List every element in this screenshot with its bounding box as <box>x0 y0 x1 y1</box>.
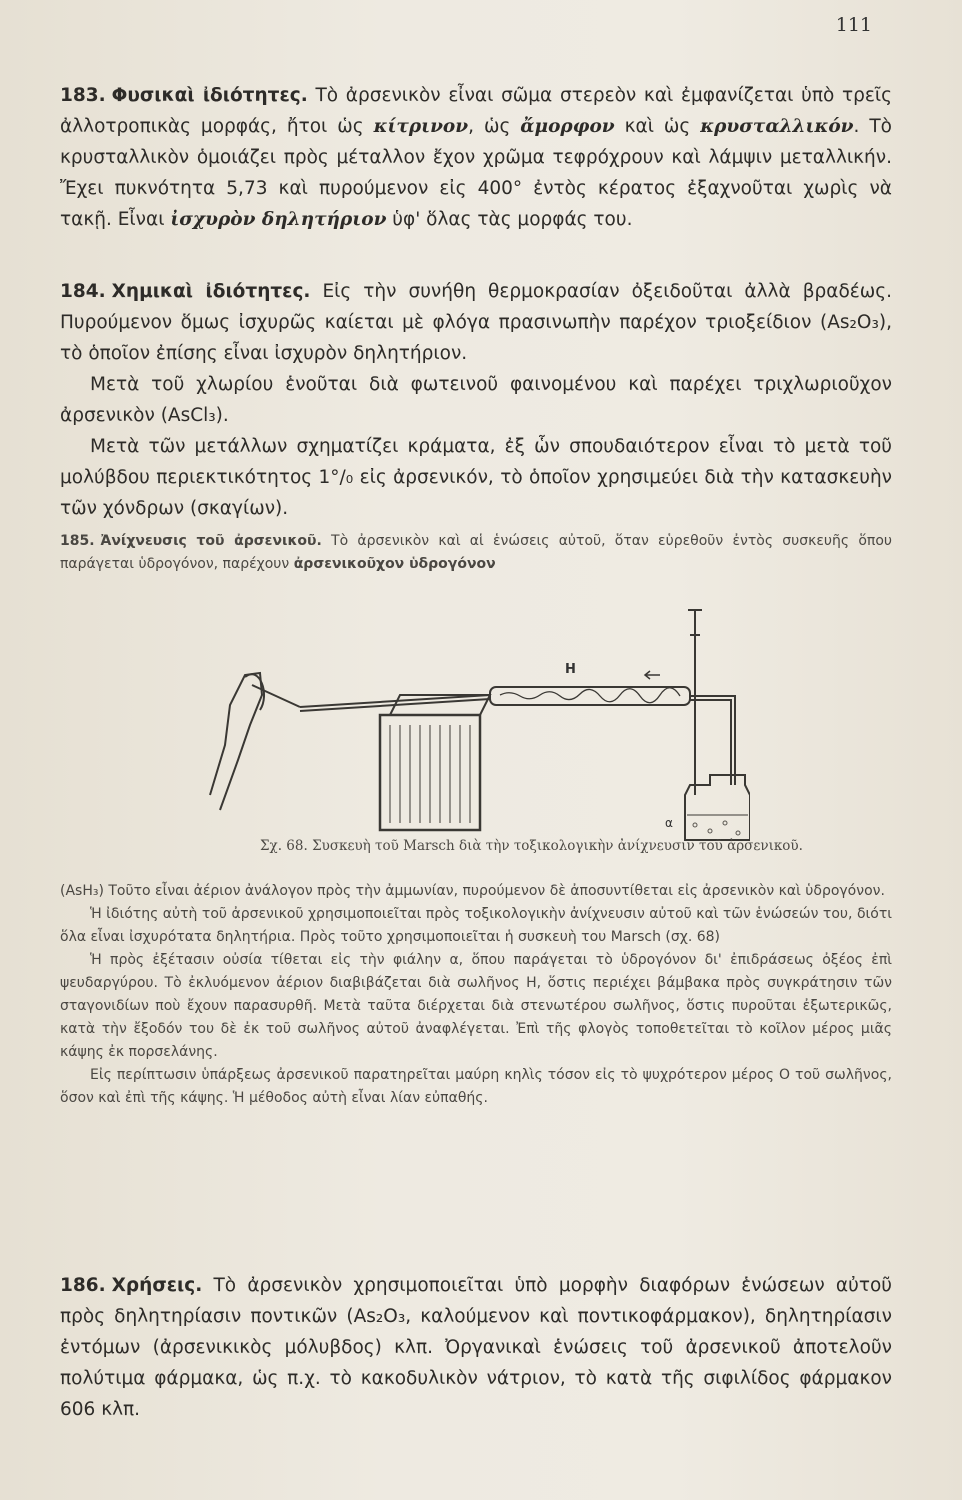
section-185-paragraph-2: Ἡ ἰδιότης αὐτὴ τοῦ ἀρσενικοῦ χρησιμοποιεῖται πρὸς τοξικολογικὴν ἀνίχνευσιν αὐτοῦ καὶ τῶν ἑνώσεών του, διότι ὅλα εἶναι ἰσχυρότατα δηλητήρια. Πρὸς τοῦτο χρησιμοποιεῖται ἡ συσκευὴ του Marsch (σχ. 68) <box>60 906 892 945</box>
section-185-body <box>60 880 892 1110</box>
section-185-paragraph: 185. Ἀνίχνευσις τοῦ ἀρσενικοῦ. Τὸ ἀρσενικὸν καὶ αἱ ἑνώσεις αὐτοῦ, ὅταν εὑρεθοῦν ἐντὸς συσκευῆς ὅπου παράγεται ὑδρογόνον, παρέχουν ἀρσενικοῦχον ὑδρογόνον <box>60 533 893 572</box>
section-185-paragraph-3: Ἡ πρὸς ἐξέτασιν οὐσία τίθεται εἰς τὴν φιάλην α, ὅπου παράγεται τὸ ὑδρογόνον δι' ἐπιδράσεως ὀξέος ἐπὶ ψευδαργύρου. Τὸ ἐκλυόμενον ἀέριον διαβιβάζεται διὰ σωλῆνος Η, ὅστις περιέχει βάμβακα πρὸς συγκράτησιν τῶν σταγονιδίων ποὺ ἔχουν παρασυρθῆ. Μετὰ ταῦτα διέρχεται διὰ στενωτέρου σωλῆνος, ὅστις πυροῦται ἐξωτερικῶς, κατὰ τὴν ἔξοδόν του δὲ ἐκ τοῦ σωλῆνος αὐτοῦ ἀναφλέγεται. Ἐπὶ τῆς φλογὸς τοποθετεῖται τὸ κοῖλον μέρος μιᾶς κάψης ἐκ πορσελάνης. <box>60 952 892 1060</box>
flask-a <box>685 775 750 840</box>
section-184-paragraph-2: Μετὰ τοῦ χλωρίου ἑνοῦται διὰ φωτεινοῦ φαινομένου καὶ παρέχει τριχλωριοῦχον ἀρσενικὸν (AsCl₃). <box>60 374 892 426</box>
emphasis: κρυσταλλικόν <box>700 116 854 137</box>
section-number: 183. <box>60 85 106 106</box>
section-184-paragraph: 184. Χημικαὶ ἰδιότητες. Εἰς τὴν συνήθη θερμοκρασίαν ὀξειδοῦται ἀλλὰ βραδέως. Πυρούμενον ὅμως ἰσχυρῶς καίεται μὲ φλόγα πρασινωπὴν παρέχον τριοξείδιον (As₂O₃), τὸ ὁποῖον ἐπίσης εἶναι ἰσχυρὸν δηλητήριον. <box>60 281 892 364</box>
section-185-paragraph-4: Εἰς περίπτωσιν ὑπάρξεως ἀρσενικοῦ παρατηρεῖται μαύρη κηλὶς τόσον εἰς τὸ ψυχρότερον μέρος Ο τοῦ σωλῆνος, ὅσον καὶ ἐπὶ τῆς κάψης. Ἡ μέθοδος αὐτὴ εἶναι λίαν εὐπαθής. <box>60 1067 892 1106</box>
section-number: 185. <box>60 533 95 549</box>
section-heading: Χημικαὶ ἰδιότητες. <box>111 281 311 302</box>
emphasis: ἀρσενικοῦχον ὑδρογόνον <box>293 556 496 572</box>
marsch-apparatus-figure <box>190 595 750 845</box>
section-186-paragraph: 186. Χρήσεις. Τὸ ἀρσενικὸν χρησιμοποιεῖται ὑπὸ μορφὴν διαφόρων ἑνώσεων αὐτοῦ πρὸς δηλητηρίασιν ποντικῶν (As₂O₃, καλούμενον καὶ ποντικοφάρμακον), δηλητηρίασιν ἐντόμων (ἀρσενικικὸς μόλυβδος) κλπ. Ὀργανικαὶ ἑνώσεις τοῦ ἀρσενικοῦ ἀποτελοῦν πολύτιμα φάρμακα, ὡς π.χ. τὸ κακοδυλικὸν νάτριον, τὸ κατὰ τῆς σιφιλίδος φάρμακον 606 κλπ. <box>60 1275 892 1420</box>
section-heading: Φυσικαὶ ἰδιότητες. <box>111 85 308 106</box>
section-184 <box>60 276 892 524</box>
section-number: 186. <box>60 1275 106 1296</box>
figure-caption: Σχ. 68. Συσκευὴ τοῦ Marsch διὰ τὴν τοξικολογικὴν ἀνίχνευσιν τοῦ ἀρσενικοῦ. <box>260 838 803 854</box>
section-heading: Χρήσεις. <box>111 1275 203 1296</box>
section-number: 184. <box>60 281 106 302</box>
section-heading: Ἀνίχνευσις τοῦ ἀρσενικοῦ. <box>100 533 322 549</box>
hand-drawing <box>210 673 262 810</box>
label-h: Η <box>565 662 576 677</box>
section-185-intro <box>60 530 892 576</box>
page-number: 111 <box>835 14 872 36</box>
emphasis: ἄμορφον <box>520 116 615 137</box>
label-a: α <box>665 816 673 830</box>
emphasis: κίτρινον <box>373 116 469 137</box>
section-184-paragraph-3: Μετὰ τῶν μετάλλων σχηματίζει κράματα, ἐξ ὧν σπουδαιότερον εἶναι τὸ μετὰ τοῦ μολύβδου περιεκτικότητος 1°/₀ εἰς ἀρσενικόν, τὸ ὁποῖον χρησιμεύει διὰ τὴν κατασκευὴν τῶν χόνδρων (σκαγίων). <box>60 436 892 519</box>
section-185-continuation: (AsH₃) Τοῦτο εἶναι ἀέριον ἀνάλογον πρὸς τὴν ἀμμωνίαν, πυρούμενον δὲ ἀποσυντίθεται εἰς ἀρσενικὸν καὶ ὑδρογόνον. <box>60 883 885 899</box>
section-186 <box>60 1270 892 1425</box>
emphasis: ἰσχυρὸν δηλητήριον <box>170 209 387 230</box>
section-183 <box>60 80 892 235</box>
section-183-paragraph: 183. Φυσικαὶ ἰδιότητες. Τὸ ἀρσενικὸν εἶναι σῶμα στερεὸν καὶ ἐμφανίζεται ὑπὸ τρεῖς ἀλλοτροπικὰς μορφάς, ἤτοι ὡς κίτρινον, ὡς ἄμορφον καὶ ὡς κρυσταλλικόν. Τὸ κρυσταλλικὸν ὁμοιάζει πρὸς μέταλλον ἔχον χρῶμα τεφρόχρουν καὶ λάμψιν μεταλλικήν. Ἔχει πυκνότητα 5,73 καὶ πυρούμενον εἰς 400° ἐντὸς κέρατος ἐξαχνοῦται χωρὶς νὰ τακῇ. Εἶναι ἰσχυρὸν δηλητήριον ὑφ' ὅλας τὰς μορφάς του. <box>60 85 892 230</box>
